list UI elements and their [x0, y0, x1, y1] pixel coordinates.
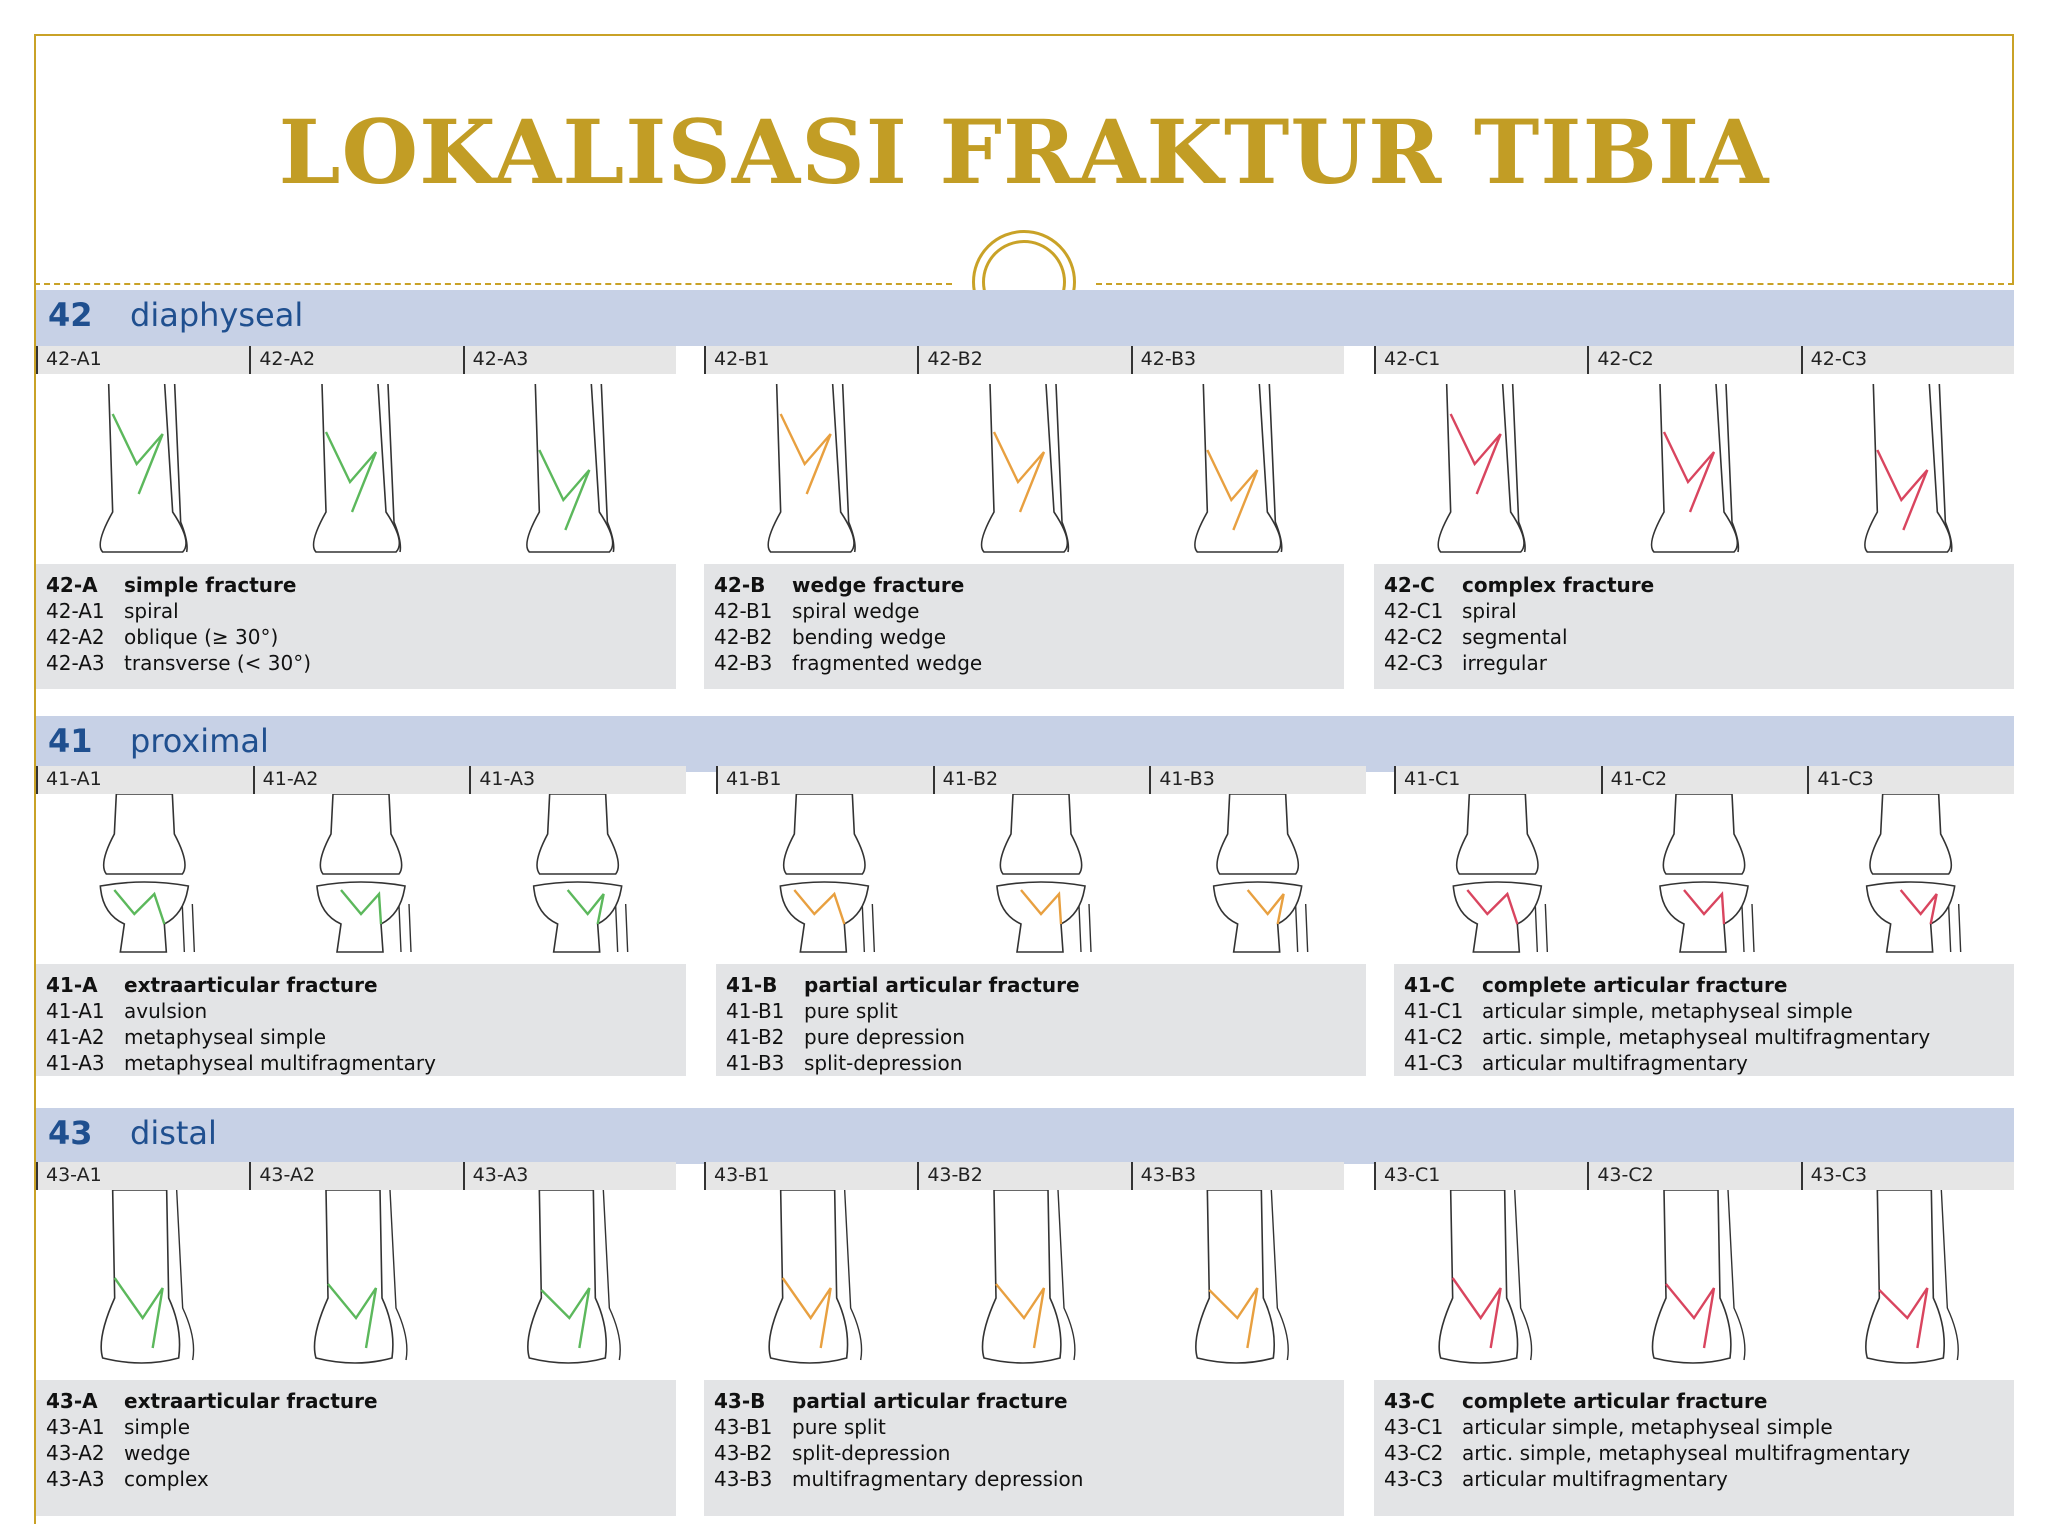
description-row [46, 650, 666, 676]
code-label: 43-A3 [463, 1162, 676, 1190]
description-text: split-depression [804, 1051, 963, 1075]
description-code: 41-B [726, 973, 778, 997]
description-text: wedge [124, 1441, 191, 1465]
bone-figures [36, 374, 676, 564]
bone-illustration [983, 1190, 1075, 1363]
description-text: artic. simple, metaphyseal multifragmentary [1482, 1025, 1931, 1049]
description-row [46, 998, 676, 1024]
description-text: partial articular fracture [792, 1389, 1068, 1413]
description-code: 43-A2 [46, 1441, 105, 1465]
code-strip [1374, 346, 2014, 374]
description-heading [46, 1388, 666, 1414]
description-code: 43-C [1384, 1389, 1435, 1413]
description-text: extraarticular fracture [124, 1389, 378, 1413]
section-name: distal [130, 1114, 217, 1152]
code-strip [704, 1162, 1344, 1190]
description-code: 43-B [714, 1389, 766, 1413]
description-row [1384, 1414, 2004, 1440]
description-text: irregular [1462, 651, 1547, 675]
bone-illustration [317, 794, 411, 952]
description-box [704, 564, 1344, 689]
code-label: 42-A2 [249, 346, 462, 374]
code-label: 43-A2 [249, 1162, 462, 1190]
bone-illustration [528, 1190, 620, 1363]
section-header [36, 716, 2014, 772]
description-code: 41-A3 [46, 1051, 105, 1075]
description-text: transverse (< 30°) [124, 651, 312, 675]
description-code: 42-B [714, 573, 766, 597]
description-text: articular simple, metaphyseal simple [1462, 1415, 1833, 1439]
bone-illustration [769, 1190, 861, 1363]
description-text: wedge fracture [792, 573, 965, 597]
code-label: 41-B1 [716, 766, 933, 794]
code-label: 41-A2 [253, 766, 470, 794]
code-strip [704, 346, 1344, 374]
description-text: articular multifragmentary [1462, 1467, 1728, 1491]
code-label: 43-A1 [36, 1162, 249, 1190]
description-heading [1384, 1388, 2004, 1414]
description-row [726, 1024, 1356, 1050]
description-text: complete articular fracture [1462, 1389, 1768, 1413]
code-label: 43-B1 [704, 1162, 917, 1190]
bone-illustration [1660, 794, 1754, 952]
description-text: segmental [1462, 625, 1568, 649]
description-text: bending wedge [792, 625, 947, 649]
code-label: 41-A1 [36, 766, 253, 794]
description-text: spiral [1462, 599, 1517, 623]
bone-figures [704, 374, 1344, 564]
bone-figures [36, 1190, 676, 1380]
bone-illustration [780, 794, 874, 952]
description-code: 41-B3 [726, 1051, 785, 1075]
bone-illustration [315, 1190, 407, 1363]
description-box [36, 964, 686, 1076]
description-code: 43-B3 [714, 1467, 773, 1491]
description-box [1374, 564, 2014, 689]
description-row [1404, 998, 2004, 1024]
description-row [714, 650, 1334, 676]
description-text: complete articular fracture [1482, 973, 1788, 997]
description-box [704, 1380, 1344, 1516]
description-row [1404, 1024, 2004, 1050]
code-label: 41-C2 [1601, 766, 1808, 794]
description-row [714, 1466, 1334, 1492]
dashed-divider-right [1096, 283, 2014, 285]
description-code: 43-A1 [46, 1415, 105, 1439]
description-row [714, 1440, 1334, 1466]
description-text: pure depression [804, 1025, 965, 1049]
description-row [46, 624, 666, 650]
description-text: spiral wedge [792, 599, 920, 623]
description-code: 41-C [1404, 973, 1455, 997]
bone-illustration [1214, 794, 1308, 952]
description-code: 41-B1 [726, 999, 785, 1023]
bone-figures [704, 1190, 1344, 1380]
bone-illustration [982, 384, 1069, 552]
code-label: 43-C3 [1801, 1162, 2014, 1190]
code-label: 43-C2 [1587, 1162, 1800, 1190]
section-number: 42 [48, 296, 93, 334]
description-row [46, 1440, 666, 1466]
description-heading [714, 572, 1334, 598]
page-title: LOKALISASI FRAKTUR TIBIA [278, 100, 1770, 204]
description-text: partial articular fracture [804, 973, 1080, 997]
code-label: 42-B1 [704, 346, 917, 374]
description-row [714, 598, 1334, 624]
bone-figures [1374, 374, 2014, 564]
description-text: pure split [804, 999, 898, 1023]
description-code: 43-B2 [714, 1441, 773, 1465]
description-row [1384, 624, 2004, 650]
code-label: 42-B2 [917, 346, 1130, 374]
description-row [46, 598, 666, 624]
section-header [36, 290, 2014, 346]
bone-illustration [314, 384, 401, 552]
description-text: oblique (≥ 30°) [124, 625, 279, 649]
code-label: 42-C3 [1801, 346, 2014, 374]
description-code: 43-B1 [714, 1415, 773, 1439]
code-label: 42-A1 [36, 346, 249, 374]
description-row [714, 1414, 1334, 1440]
bone-figures [1394, 794, 2014, 964]
description-text: metaphyseal multifragmentary [124, 1051, 436, 1075]
description-text: complex [124, 1467, 209, 1491]
description-code: 42-B3 [714, 651, 773, 675]
description-box [1394, 964, 2014, 1076]
code-label: 42-C1 [1374, 346, 1587, 374]
description-code: 43-C3 [1384, 1467, 1444, 1491]
bone-illustration [1867, 794, 1961, 952]
description-row [726, 1050, 1356, 1076]
description-text: split-depression [792, 1441, 951, 1465]
description-code: 43-C2 [1384, 1441, 1444, 1465]
code-strip [36, 1162, 676, 1190]
description-row [1404, 1050, 2004, 1076]
description-heading [726, 972, 1356, 998]
section-number: 43 [48, 1114, 93, 1152]
description-row [714, 624, 1334, 650]
code-strip [36, 346, 676, 374]
code-label: 41-B2 [933, 766, 1150, 794]
description-text: multifragmentary depression [792, 1467, 1084, 1491]
code-label: 41-B3 [1149, 766, 1366, 794]
description-text: complex fracture [1462, 573, 1655, 597]
description-text: fragmented wedge [792, 651, 983, 675]
description-code: 41-C1 [1404, 999, 1464, 1023]
description-code: 42-B2 [714, 625, 773, 649]
description-code: 41-C2 [1404, 1025, 1464, 1049]
description-code: 42-A [46, 573, 98, 597]
code-label: 43-B3 [1131, 1162, 1344, 1190]
code-label: 43-B2 [917, 1162, 1130, 1190]
bone-illustration [1196, 1190, 1288, 1363]
description-text: spiral [124, 599, 179, 623]
description-text: simple [124, 1415, 191, 1439]
code-label: 42-A3 [463, 346, 676, 374]
description-code: 42-B1 [714, 599, 773, 623]
bone-figures [1374, 1190, 2014, 1380]
bone-illustration [1195, 384, 1282, 552]
description-row [1384, 650, 2004, 676]
description-row [46, 1050, 676, 1076]
code-strip [1374, 1162, 2014, 1190]
description-code: 42-C2 [1384, 625, 1444, 649]
section-name: diaphyseal [130, 296, 304, 334]
description-code: 41-A2 [46, 1025, 105, 1049]
bone-figures [716, 794, 1366, 964]
code-label: 42-C2 [1587, 346, 1800, 374]
description-text: simple fracture [124, 573, 297, 597]
bone-illustration [1652, 384, 1739, 552]
description-heading [46, 572, 666, 598]
code-label: 43-C1 [1374, 1162, 1587, 1190]
description-code: 43-A [46, 1389, 98, 1413]
description-box [36, 1380, 676, 1516]
description-text: metaphyseal simple [124, 1025, 327, 1049]
description-row [1384, 1466, 2004, 1492]
code-label: 42-B3 [1131, 346, 1344, 374]
description-heading [1404, 972, 2004, 998]
description-code: 41-C3 [1404, 1051, 1464, 1075]
code-label: 41-C3 [1807, 766, 2014, 794]
description-text: extraarticular fracture [124, 973, 378, 997]
description-code: 41-A1 [46, 999, 105, 1023]
description-box [36, 564, 676, 689]
description-code: 42-A1 [46, 599, 105, 623]
bone-illustration [1439, 1190, 1531, 1363]
bone-illustration [100, 384, 187, 552]
description-row [46, 1024, 676, 1050]
bone-illustration [527, 384, 614, 552]
description-row [726, 998, 1356, 1024]
description-text: articular simple, metaphyseal simple [1482, 999, 1853, 1023]
section-name: proximal [130, 722, 269, 760]
bone-illustration [534, 794, 628, 952]
description-row [1384, 1440, 2004, 1466]
description-code: 41-B2 [726, 1025, 785, 1049]
dashed-divider-left [34, 283, 952, 285]
code-label: 41-A3 [469, 766, 686, 794]
description-row [46, 1414, 666, 1440]
section-number: 41 [48, 722, 93, 760]
description-text: avulsion [124, 999, 208, 1023]
bone-illustration [1653, 1190, 1745, 1363]
bone-illustration [1453, 794, 1547, 952]
description-code: 41-A [46, 973, 98, 997]
bone-illustration [1865, 384, 1952, 552]
description-code: 43-C1 [1384, 1415, 1444, 1439]
code-strip [36, 766, 686, 794]
bone-illustration [100, 794, 194, 952]
description-code: 42-C [1384, 573, 1435, 597]
bone-illustration [1438, 384, 1525, 552]
bone-illustration [768, 384, 855, 552]
description-code: 42-C1 [1384, 599, 1444, 623]
bone-figures [36, 794, 686, 964]
code-strip [1394, 766, 2014, 794]
description-text: pure split [792, 1415, 886, 1439]
bone-illustration [101, 1190, 193, 1363]
description-row [46, 1466, 666, 1492]
description-code: 42-A3 [46, 651, 105, 675]
description-heading [1384, 572, 2004, 598]
description-code: 42-C3 [1384, 651, 1444, 675]
code-strip [716, 766, 1366, 794]
description-heading [46, 972, 676, 998]
code-label: 41-C1 [1394, 766, 1601, 794]
description-row [1384, 598, 2004, 624]
bone-illustration [1866, 1190, 1958, 1363]
description-code: 43-A3 [46, 1467, 105, 1491]
section-header [36, 1108, 2014, 1164]
description-box [716, 964, 1366, 1076]
description-code: 42-A2 [46, 625, 105, 649]
description-text: artic. simple, metaphyseal multifragmentary [1462, 1441, 1911, 1465]
description-heading [714, 1388, 1334, 1414]
description-box [1374, 1380, 2014, 1516]
bone-illustration [997, 794, 1091, 952]
description-text: articular multifragmentary [1482, 1051, 1748, 1075]
